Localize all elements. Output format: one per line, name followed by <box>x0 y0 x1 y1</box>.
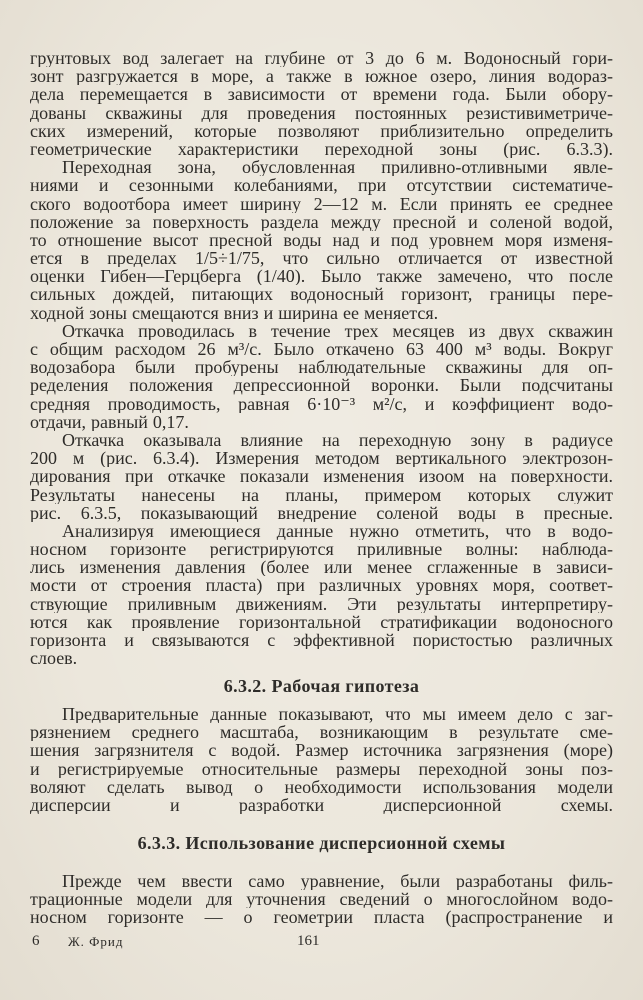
signature-number: 6 <box>32 933 40 949</box>
text-line: Прежде чем ввести само уравнение, были разработаны филь- <box>62 872 613 891</box>
page-number: 161 <box>297 933 320 949</box>
text-line: Переходная зона, обусловленная приливно-отливными явле- <box>62 158 613 177</box>
text-line: ределения положения депрессионной воронки. Были подсчитаны <box>30 376 613 395</box>
text-line: Результаты нанесены на планы, примером которых служит <box>30 485 613 504</box>
text-line: то отношение высот пресной воды над и под уровнем моря изменя- <box>30 230 613 250</box>
text-line: грунтовых вод залегает на глубине от 3 до 6 м. Водоносный гори- <box>30 49 613 68</box>
paragraph <box>30 522 613 668</box>
section-heading: 6.3.2. Рабочая гипотеза <box>223 676 420 696</box>
body-text <box>30 705 613 814</box>
text-line: Предварительные данные показывают, что мы имеем дело с заг- <box>62 705 613 724</box>
section-heading: 6.3.3. Использование дисперсионной схемы <box>137 833 506 853</box>
text-line: водозабора были пробурены наблюдательные скважины для оп- <box>30 358 613 377</box>
page-footer <box>0 931 643 951</box>
text-line: ются как проявление горизонтальной стратификации водоносного <box>30 612 613 631</box>
text-line: геометрические характеристики переходной зоны (рис. 6.3.3). <box>30 139 613 159</box>
text-line: носном горизонте регистрируются приливные волны: наблюда- <box>30 540 613 559</box>
text-line: дирования при откачке показали изменения изоом на поверхности. <box>30 467 613 486</box>
text-line: трационные модели для уточнения сведений о многослойном водо- <box>30 890 613 909</box>
text-line: дисперсии и разработки дисперсионной схемы. <box>30 795 613 815</box>
text-line: и регистрируемые относительные размеры переходной зоны поз- <box>30 759 613 778</box>
text-line: ских измерений, которые позволяют приблизительно определить <box>30 121 613 140</box>
signature-name: Ж. Фрид <box>68 934 124 949</box>
text-line: дела перемещается в зависимости от времени года. Были обору- <box>30 85 613 104</box>
text-line: Откачка оказывала влияние на переходную зону в радиусе <box>62 430 613 450</box>
text-line: отдачи, равный 0,17. <box>30 412 189 431</box>
text-line: рис. 6.3.5, показывающий внедрение соленой воды в пресные. <box>30 503 613 522</box>
paragraph <box>30 49 613 158</box>
text-line: ского водоотбора имеет ширину 2—12 м. Если принять ее среднее <box>30 194 613 213</box>
text-line: носном горизонте — о геометрии пласта (распространение и <box>30 908 613 927</box>
text-line: ходной зоны смещаются вниз и ширина ее меняется. <box>30 303 439 322</box>
text-line: шения загрязнителя с водой. Размер источника загрязнения (море) <box>30 741 613 760</box>
text-line: мости от строения пласта) при различных уровнях моря, соответ- <box>30 576 613 595</box>
text-line: Откачка проводилась в течение трех месяцев из двух скважин <box>62 321 613 340</box>
text-line: средняя проводимость, равная 6·10⁻³ м²/с, и коэффициент водо- <box>30 394 613 413</box>
body-text <box>30 872 613 927</box>
paragraph <box>30 322 613 431</box>
text-line: сильных дождей, питающих водоносный горизонт, границы пере- <box>30 285 613 304</box>
text-line: зонт разгружается в море, а также в южное озеро, линия водораз- <box>30 67 613 86</box>
text-line: дованы скважины для проведения постоянных резистивиметриче- <box>30 103 613 122</box>
paragraph <box>30 431 613 522</box>
text-line: рязнением среднего масштаба, возникающим в результате сме- <box>30 723 613 742</box>
text-line: ниями и сезонными колебаниями, при отсутствии систематиче- <box>30 176 613 195</box>
paragraph <box>30 158 613 322</box>
text-line: 200 м (рис. 6.3.4). Измерения методом вертикального электрозон- <box>30 449 613 468</box>
text-line: Анализируя имеющиеся данные нужно отметить, что в водо- <box>62 521 613 541</box>
text-line: воляют сделать вывод о необходимости использования модели <box>30 777 613 796</box>
body-text <box>30 49 613 667</box>
paragraph <box>30 872 613 927</box>
text-line: положение за поверхность раздела между пресной и соленой водой, <box>30 212 613 231</box>
text-line: ется в пределах 1/5÷1/75, что сильно отличается от известной <box>30 249 613 268</box>
text-line: слоев. <box>30 649 78 668</box>
text-line: горизонта и связываются с эффективной пористостью различных <box>30 631 613 650</box>
text-line: с общим расходом 26 м³/с. Было откачено 63 400 м³ воды. Вокруг <box>30 340 613 359</box>
text-line: ствующие приливным движениям. Эти результаты интерпретиру- <box>30 594 613 613</box>
text-line: лись изменения давления (более или менее сглаженные в зависи- <box>30 558 613 577</box>
paragraph <box>30 705 613 814</box>
text-line: оценки Гибен—Герцберга (1/40). Было также замечено, что после <box>30 267 613 286</box>
